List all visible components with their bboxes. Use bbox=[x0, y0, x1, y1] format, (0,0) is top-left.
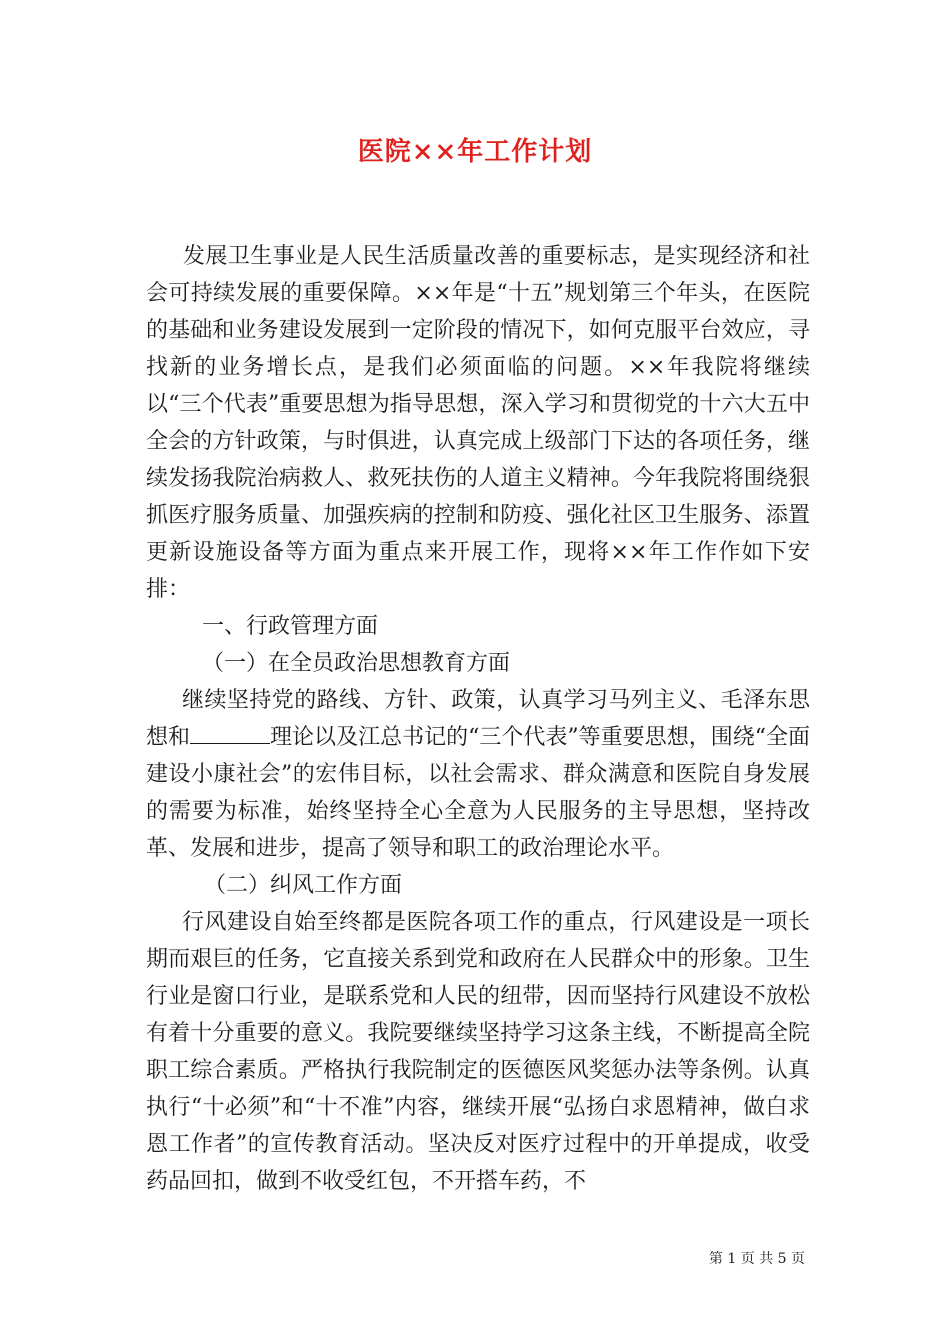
fill-in-blank bbox=[190, 723, 270, 744]
political-education-paragraph bbox=[146, 682, 810, 867]
intro-paragraph: 发展卫生事业是人民生活质量改善的重要标志，是实现经济和社会可持续发展的重要保障。××年是“十五”规划第三个年头，在医院的基础和业务建设发展到一定阶段的情况下，如何克服平台效应，寻找新的业务增长点，是我们必须面临的问题。××年我院将继续以“三个代表”重要思想为指导思想，深入学习和贯彻党的十六大五中全会的方针政策，与时俱进，认真完成上级部门下达的各项任务，继续发扬我院治病救人、救死扶伤的人道主义精神。今年我院将围绕狠抓医疗服务质量、加强疾病的控制和防疫、强化社区卫生服务、添置更新设施设备等方面为重点来开展工作，现将××年工作作如下安排： bbox=[146, 244, 810, 602]
document-title: 医院××年工作计划 bbox=[357, 137, 593, 167]
paragraph-text-before-blank: 继续坚持党的路线、方针、政策，认真学习马列主义、毛泽东思想和 bbox=[146, 688, 810, 750]
page-number-footer: 第 1 页 共 5 页 bbox=[708, 1251, 805, 1267]
section-heading-administration: 一、行政管理方面 bbox=[202, 614, 379, 639]
paragraph-text-after-blank: 理论以及江总书记的“三个代表”等重要思想，围绕“全面建设小康社会”的宏伟目标，以社会需求、群众满意和医院自身发展的需要为标准，始终坚持全心全意为人民服务的主导思想，坚持改革、发展和进步，提高了领导和职工的政治理论水平。 bbox=[146, 725, 810, 861]
document-body bbox=[146, 238, 810, 1200]
discipline-paragraph: 行风建设自始至终都是医院各项工作的重点，行风建设是一项长期而艰巨的任务，它直接关系到党和政府在人民群众中的形象。卫生行业是窗口行业，是联系党和人民的纽带，因而坚持行风建设不放松有着十分重要的意义。我院要继续坚持学习这条主线，不断提高全院职工综合素质。严格执行我院制定的医德医风奖惩办法等条例。认真执行“十必须”和“十不准”内容，继续开展“弘扬白求恩精神，做白求恩工作者”的宣传教育活动。坚决反对医疗过程中的开单提成，收受药品回扣，做到不收受红包，不开搭车药，不 bbox=[146, 910, 810, 1194]
subsection-heading-discipline: （二）纠风工作方面 bbox=[204, 873, 403, 898]
subsection-heading-political-education: （一）在全员政治思想教育方面 bbox=[202, 651, 511, 676]
